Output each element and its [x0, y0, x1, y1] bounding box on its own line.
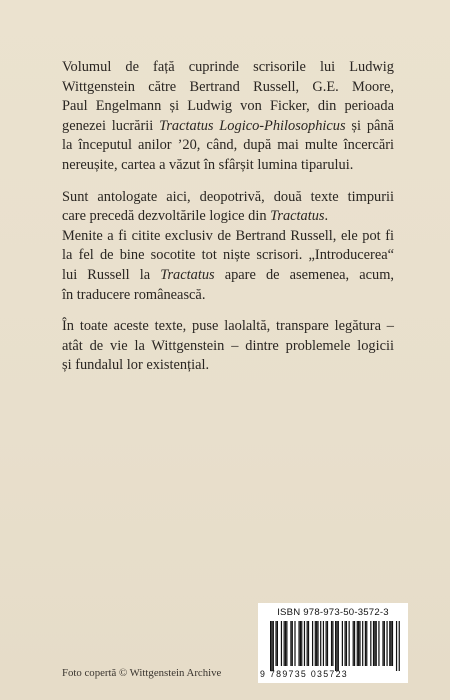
barcode-bar — [320, 621, 321, 666]
barcode-bar — [308, 621, 309, 666]
barcode-bars — [270, 621, 400, 671]
barcode-bar — [273, 621, 274, 671]
barcode-bar — [304, 621, 305, 666]
barcode-bar — [344, 621, 345, 666]
isbn-label: ISBN 978-973-50-3572-3 — [277, 607, 389, 618]
barcode-bar — [298, 621, 299, 666]
barcode-bar — [317, 621, 318, 666]
barcode-bar — [354, 621, 355, 666]
photo-credit: Foto copertă © Wittgenstein Archive — [62, 667, 222, 679]
barcode-bar — [386, 621, 387, 666]
barcode-bar — [301, 621, 302, 666]
text-line: în traducere românească. — [62, 286, 206, 303]
text-line: Paul Engelmann și Ludwig von Ficker, din perioada — [62, 98, 394, 115]
barcode-bar — [396, 621, 397, 671]
barcode-bar — [286, 621, 287, 666]
barcode-bar — [312, 621, 313, 666]
barcode-bar — [270, 621, 271, 671]
paragraph-3 — [62, 317, 394, 376]
barcode-digits: 9 789735 035723 — [260, 669, 348, 679]
barcode-bar — [275, 621, 276, 666]
barcode-bar — [277, 621, 278, 666]
barcode-bar — [382, 621, 383, 666]
paragraph-2 — [62, 188, 394, 306]
barcode-bar — [338, 621, 339, 671]
barcode-bar — [358, 621, 359, 666]
barcode-bar — [290, 621, 291, 666]
barcode-bar — [307, 621, 308, 666]
barcode-bar — [271, 621, 272, 671]
barcode-bar — [284, 621, 285, 666]
barcode-bar — [332, 621, 333, 666]
barcode-bar — [357, 621, 358, 666]
text-line: lui Russell la Tractatus apare de asemenea, acum, — [62, 266, 394, 283]
book-title: Tractatus Logico-Philosophicus — [159, 117, 346, 134]
text-line: Sunt antologate aici, deopotrivă, două texte timpurii — [62, 188, 394, 205]
blurb-text — [62, 58, 394, 376]
barcode-bar — [370, 621, 371, 666]
text-line: Wittgenstein către Bertrand Russell, G.E. Moore, — [62, 78, 394, 95]
barcode-bar — [342, 621, 343, 666]
barcode-bar — [359, 621, 360, 666]
barcode-bar — [362, 621, 363, 666]
barcode-bar — [326, 621, 327, 666]
text-line: atât de vie la Wittgenstein – dintre problemele logicii — [62, 337, 394, 354]
text-line: genezei lucrării Tractatus Logico-Philosophicus și până — [62, 117, 394, 134]
barcode-bar — [323, 621, 324, 666]
text-line: nereușite, cartea a văzut în sfârșit lumina tiparului. — [62, 156, 354, 173]
barcode-bar — [335, 621, 336, 671]
barcode-bar — [349, 621, 350, 666]
barcode-bar — [294, 621, 295, 666]
barcode-bar — [374, 621, 375, 666]
barcode-bar — [389, 621, 390, 666]
barcode-bar — [353, 621, 354, 666]
barcode-bar — [281, 621, 282, 666]
barcode-bar — [285, 621, 286, 666]
barcode-bar — [327, 621, 328, 666]
book-title: Tractatus — [270, 208, 325, 225]
barcode-bar — [300, 621, 301, 666]
barcode-bar — [378, 621, 379, 666]
barcode-bar — [331, 621, 332, 666]
text-line: Menite a fi citite exclusiv de Bertrand Russell, ele pot fi — [62, 227, 394, 244]
barcode-bar — [392, 621, 393, 666]
text-line: și fundalul lor existențial. — [62, 357, 210, 374]
book-title: Tractatus — [160, 266, 215, 283]
text-line: Volumul de față cuprinde scrisorile lui Ludwig — [62, 59, 394, 75]
barcode-bar — [365, 621, 366, 666]
barcode-bar — [391, 621, 392, 666]
barcode-bar — [373, 621, 374, 666]
barcode-bar — [316, 621, 317, 666]
text-line: care precedă dezvoltările logice din Tractatus. — [62, 208, 329, 225]
text-line: la începutul anilor ’20, când, după mai multe încercări — [62, 137, 394, 154]
barcode-bar — [366, 621, 367, 666]
barcode-bar — [315, 621, 316, 666]
barcode-bar — [384, 621, 385, 666]
paragraph-1 — [62, 58, 394, 176]
text-line: În toate aceste texte, puse laolaltă, transpare legătura – — [62, 318, 394, 335]
barcode-bar — [292, 621, 293, 666]
text-line: la fel de bine socotite tot niște scrisori. „Introducerea“ — [62, 247, 394, 264]
barcode-bar — [346, 621, 347, 666]
barcode — [258, 603, 408, 683]
barcode-bar — [376, 621, 377, 666]
barcode-bar — [336, 621, 337, 671]
barcode-bar — [399, 621, 400, 671]
